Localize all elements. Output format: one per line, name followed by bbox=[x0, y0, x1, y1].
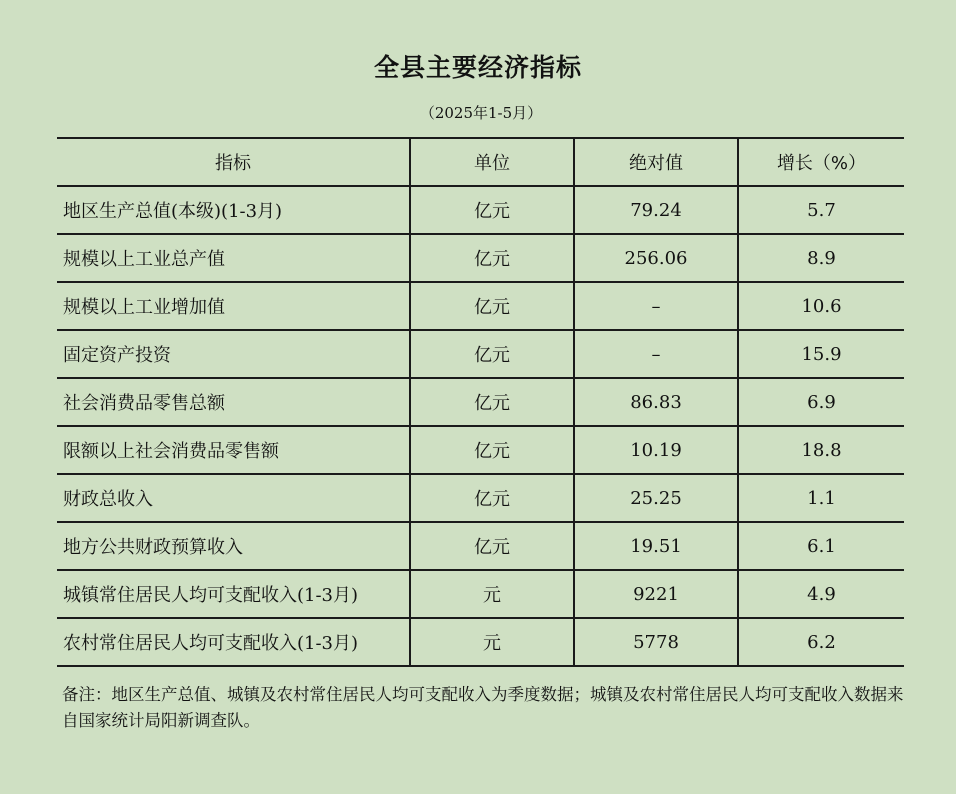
header-indicator: 指标 bbox=[57, 138, 410, 186]
growth-cell: 1.1 bbox=[738, 474, 904, 522]
header-unit: 单位 bbox=[410, 138, 574, 186]
indicator-cell: 规模以上工业总产值 bbox=[57, 234, 410, 282]
table-row bbox=[57, 378, 904, 426]
footnote: 备注：地区生产总值、城镇及农村常住居民人均可支配收入为季度数据；城镇及农村常住居民人均可支配收入数据来自国家统计局阳新调查队。 bbox=[62, 685, 904, 730]
value-cell: – bbox=[574, 282, 738, 330]
table-header-row bbox=[57, 138, 904, 186]
indicator-cell: 城镇常住居民人均可支配收入(1-3月) bbox=[57, 570, 410, 618]
value-cell: 5778 bbox=[574, 618, 738, 666]
growth-cell: 6.9 bbox=[738, 378, 904, 426]
indicator-cell: 地方公共财政预算收入 bbox=[57, 522, 410, 570]
indicator-cell: 固定资产投资 bbox=[57, 330, 410, 378]
unit-cell: 亿元 bbox=[410, 426, 574, 474]
growth-cell: 4.9 bbox=[738, 570, 904, 618]
unit-cell: 亿元 bbox=[410, 474, 574, 522]
indicator-cell: 财政总收入 bbox=[57, 474, 410, 522]
growth-cell: 6.2 bbox=[738, 618, 904, 666]
growth-cell: 8.9 bbox=[738, 234, 904, 282]
growth-cell: 15.9 bbox=[738, 330, 904, 378]
value-cell: – bbox=[574, 330, 738, 378]
indicator-cell: 社会消费品零售总额 bbox=[57, 378, 410, 426]
indicator-table bbox=[57, 137, 904, 667]
unit-cell: 元 bbox=[410, 618, 574, 666]
unit-cell: 亿元 bbox=[410, 282, 574, 330]
value-cell: 25.25 bbox=[574, 474, 738, 522]
table-row bbox=[57, 522, 904, 570]
growth-cell: 10.6 bbox=[738, 282, 904, 330]
indicator-cell: 限额以上社会消费品零售额 bbox=[57, 426, 410, 474]
period-subtitle: （2025年1-5月） bbox=[419, 104, 543, 122]
growth-cell: 18.8 bbox=[738, 426, 904, 474]
value-cell: 19.51 bbox=[574, 522, 738, 570]
unit-cell: 亿元 bbox=[410, 378, 574, 426]
header-absolute-value: 绝对值 bbox=[574, 138, 738, 186]
table-row bbox=[57, 570, 904, 618]
table-row bbox=[57, 282, 904, 330]
unit-cell: 亿元 bbox=[410, 234, 574, 282]
value-cell: 256.06 bbox=[574, 234, 738, 282]
growth-cell: 6.1 bbox=[738, 522, 904, 570]
value-cell: 79.24 bbox=[574, 186, 738, 234]
value-cell: 86.83 bbox=[574, 378, 738, 426]
table-row bbox=[57, 234, 904, 282]
header-growth: 增长（%） bbox=[738, 138, 904, 186]
indicator-cell: 地区生产总值(本级)(1-3月) bbox=[57, 186, 410, 234]
unit-cell: 元 bbox=[410, 570, 574, 618]
unit-cell: 亿元 bbox=[410, 186, 574, 234]
unit-cell: 亿元 bbox=[410, 522, 574, 570]
table-row bbox=[57, 426, 904, 474]
table-row bbox=[57, 186, 904, 234]
table-row bbox=[57, 474, 904, 522]
unit-cell: 亿元 bbox=[410, 330, 574, 378]
page-title: 全县主要经济指标 bbox=[373, 53, 582, 82]
table-row bbox=[57, 618, 904, 666]
indicator-cell: 农村常住居民人均可支配收入(1-3月) bbox=[57, 618, 410, 666]
value-cell: 10.19 bbox=[574, 426, 738, 474]
value-cell: 9221 bbox=[574, 570, 738, 618]
table-row bbox=[57, 330, 904, 378]
indicator-cell: 规模以上工业增加值 bbox=[57, 282, 410, 330]
growth-cell: 5.7 bbox=[738, 186, 904, 234]
